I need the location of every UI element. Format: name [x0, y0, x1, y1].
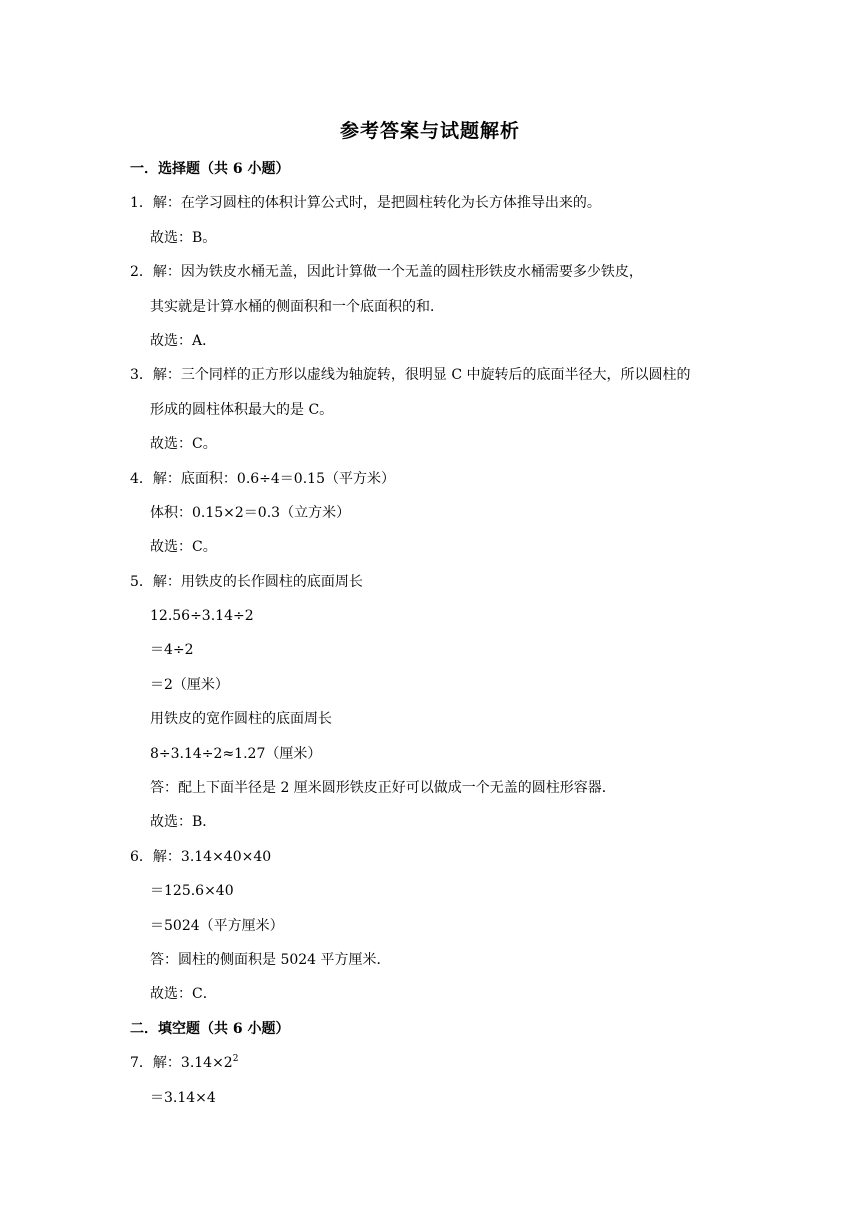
question-answer-line: [130, 462, 740, 496]
line-text: 形成的圆柱体积最大的是 C。: [150, 401, 334, 418]
question-answer-line: [130, 255, 740, 289]
answer-detail-line: [130, 496, 740, 530]
line-text: 体积：0.15×2＝0.3（立方米）: [150, 504, 351, 521]
answer-detail-line: [130, 943, 740, 977]
answer-detail-line: [130, 393, 740, 427]
answer-detail-line: [130, 874, 740, 908]
line-text: 8÷3.14÷2≈1.27（厘米）: [150, 745, 322, 762]
line-text: 故选：B。: [150, 229, 217, 246]
answer-detail-line: [130, 1081, 740, 1115]
superscript-exponent: 2: [232, 1054, 239, 1065]
question-answer-line: [130, 565, 740, 599]
answer-detail-line: [130, 977, 740, 1011]
line-text: 故选：C。: [150, 539, 217, 556]
line-text: 2．解：因为铁皮水桶无盖，因此计算做一个无盖的圆柱形铁皮水桶需要多少铁皮，: [130, 264, 643, 281]
line-text: ＝3.14×4: [150, 1089, 216, 1106]
line-text: ＝2（厘米）: [150, 676, 229, 693]
answer-detail-line: [130, 805, 740, 839]
answer-detail-line: [130, 702, 740, 736]
line-text: 答：圆柱的侧面积是 5024 平方厘米．: [150, 951, 391, 968]
answer-detail-line: [130, 324, 740, 358]
answer-detail-line: [130, 290, 740, 324]
question-answer-line: [130, 358, 740, 392]
answer-detail-line: [130, 599, 740, 633]
line-text: 一．选择题（共 6 小题）: [130, 161, 290, 177]
page-title: 参考答案与试题解析: [339, 120, 520, 142]
line-text: 12.56÷3.14÷2: [150, 608, 254, 625]
question-answer-line: [130, 1046, 740, 1080]
answer-detail-line: [130, 221, 740, 255]
line-text: 3．解：三个同样的正方形以虚线为轴旋转，很明显 C 中旋转后的底面半径大，所以圆柱的: [130, 367, 691, 384]
answer-detail-line: [130, 737, 740, 771]
answer-content: [130, 152, 740, 1115]
answer-detail-line: [130, 668, 740, 702]
question-answer-line: [130, 840, 740, 874]
line-text: ＝4÷2: [150, 642, 194, 659]
answer-detail-line: [130, 427, 740, 461]
section-heading: [130, 1012, 740, 1046]
answer-detail-line: [130, 909, 740, 943]
answer-detail-line: [130, 771, 740, 805]
line-text: 二．填空题（共 6 小题）: [130, 1020, 290, 1037]
answer-detail-line: [130, 633, 740, 667]
line-text: ＝125.6×40: [150, 883, 234, 900]
line-text: ＝5024（平方厘米）: [150, 917, 284, 934]
line-text: 用铁皮的宽作圆柱的底面周长: [150, 711, 332, 728]
line-text: 其实就是计算水桶的侧面积和一个底面积的和．: [150, 298, 444, 315]
line-text: 4．解：底面积：0.6÷4＝0.15（平方米）: [130, 470, 395, 487]
line-text: 故选：A．: [150, 332, 217, 349]
line-text: 1．解：在学习圆柱的体积计算公式时，是把圆柱转化为长方体推导出来的。: [130, 195, 601, 212]
line-text: 7．解：3.14×2: [130, 1055, 233, 1072]
answer-detail-line: [130, 530, 740, 564]
line-text: 故选：C．: [150, 986, 217, 1003]
line-text: 6．解：3.14×40×40: [130, 848, 272, 865]
question-answer-line: [130, 186, 740, 220]
section-heading: [130, 152, 740, 186]
line-text: 答：配上下面半径是 2 厘米圆形铁皮正好可以做成一个无盖的圆柱形容器．: [150, 780, 616, 797]
line-text: 5．解：用铁皮的长作圆柱的底面周长: [130, 573, 363, 590]
line-text: 故选：C。: [150, 436, 217, 453]
line-text: 故选：B．: [150, 814, 217, 831]
